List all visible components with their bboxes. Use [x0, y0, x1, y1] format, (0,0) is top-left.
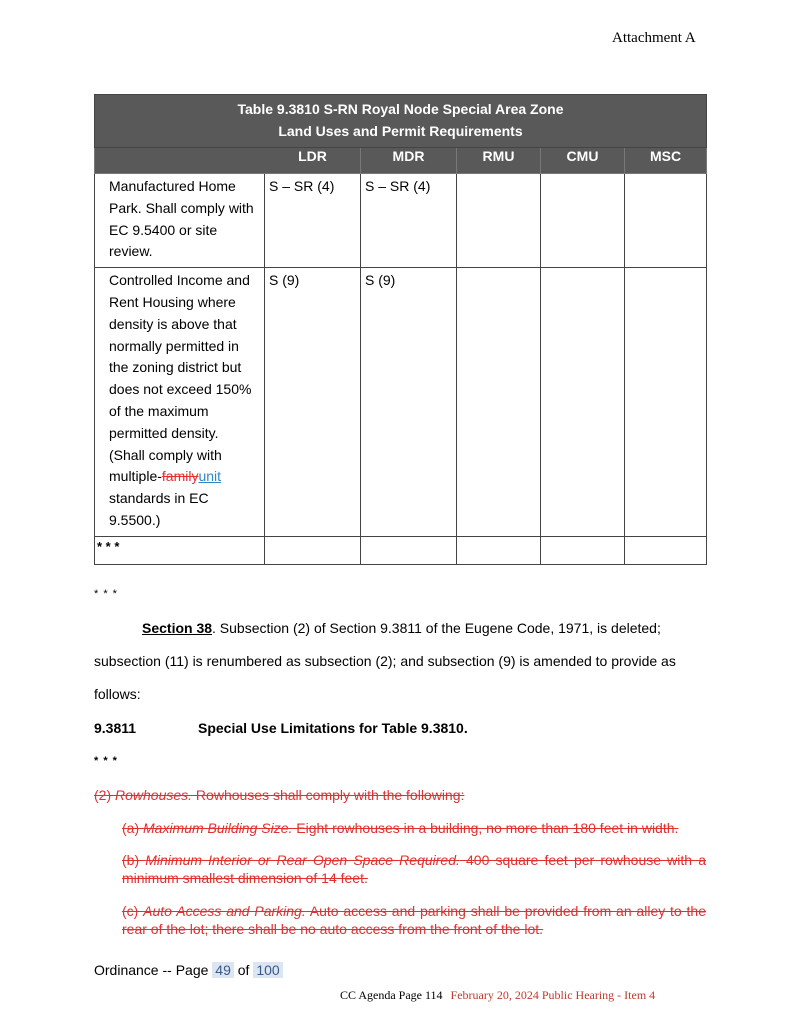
page-total: 100 — [253, 962, 282, 978]
section-heading — [94, 718, 706, 738]
deleted-number: (c) — [122, 903, 144, 919]
column-header-row — [95, 148, 707, 174]
rmu-cell — [457, 174, 541, 268]
inserted-text: unit — [198, 468, 222, 485]
section-38-line3: follows: — [94, 686, 141, 702]
agenda-page: CC Agenda Page 114 — [340, 988, 443, 1002]
cmu-cell — [541, 268, 625, 537]
page-footer — [94, 962, 283, 978]
column-header-cmu: CMU — [541, 148, 625, 174]
rmu-cell — [457, 268, 541, 537]
use-cell — [95, 268, 265, 537]
deleted-title: Minimum Interior or Rear Open Space Required. — [145, 852, 460, 868]
deleted-subsection-2 — [94, 785, 706, 805]
deleted-number: (a) — [122, 820, 143, 836]
section-number: 9.3811 — [94, 720, 137, 736]
column-header-rmu: RMU — [457, 148, 541, 174]
ldr-cell: S (9) — [265, 268, 361, 537]
table-row — [95, 174, 707, 268]
deleted-number: (b) — [122, 852, 146, 868]
deleted-subsection-c — [122, 902, 706, 938]
section-38-line2: subsection (11) is renumbered as subsection (2); and subsection (9) is amended to provide as — [94, 653, 676, 669]
deleted-text: Auto access and parking shall be provided from an alley to the rear of the lot; there shall be no auto access from the front of the lot. — [122, 903, 707, 937]
deleted-subsection-b — [122, 851, 706, 887]
deleted-title: Rowhouses. — [115, 787, 193, 803]
attachment-label: Attachment A — [612, 30, 696, 46]
page-number: 49 — [212, 962, 234, 978]
deleted-text: Eight rowhouses in a building, no more than 180 feet in width. — [292, 820, 679, 836]
msc-cell — [625, 268, 707, 537]
mdr-cell: S – SR (4) — [361, 174, 457, 268]
mdr-cell: S (9) — [361, 268, 457, 537]
footer-of: of — [233, 962, 254, 978]
use-text-end: standards in EC 9.5500.) — [109, 490, 209, 528]
column-header-msc: MSC — [625, 148, 707, 174]
msc-cell — [625, 174, 707, 268]
agenda-footer — [340, 988, 655, 1003]
deleted-title: Auto Access and Parking. — [143, 903, 306, 919]
table-row — [95, 268, 707, 537]
table-title-line1: Table 9.3810 S-RN Royal Node Special Area Zone — [237, 101, 564, 117]
use-text: Controlled Income and Rent Housing where density is above that normally permitted in the zoning district but does not exceed 150% of the maximum permitted density. (Shall comply with multiple- — [109, 272, 252, 485]
section-label: Section 38 — [142, 620, 213, 636]
section-text: . Subsection (2) of Section 9.3811 of the Eugene Code, 1971, is deleted; — [212, 620, 661, 636]
deleted-title: Maximum Building Size. — [143, 820, 293, 836]
deleted-text: family — [161, 468, 199, 485]
table-row — [95, 536, 707, 564]
deleted-subsection-a — [122, 818, 706, 838]
ldr-cell: S – SR (4) — [265, 174, 361, 268]
deleted-number: (2) — [94, 787, 115, 803]
table-title — [95, 95, 707, 148]
use-cell: Manufactured Home Park. Shall comply with EC 9.5400 or site review. — [95, 174, 265, 268]
land-use-table — [94, 94, 707, 565]
cmu-cell — [541, 174, 625, 268]
section-38-line1 — [94, 618, 706, 638]
table-title-line2: Land Uses and Permit Requirements — [278, 123, 523, 139]
column-header-mdr: MDR — [361, 148, 457, 174]
section-title: Special Use Limitations for Table 9.3810. — [198, 720, 468, 736]
column-header-ldr: LDR — [265, 148, 361, 174]
ellipsis-marker: * * * — [94, 755, 118, 767]
ellipsis-marker: * * * — [94, 588, 118, 600]
column-header-use — [95, 148, 265, 174]
deleted-text: Rowhouses shall comply with the following: — [192, 787, 465, 803]
deleted-text: 400 square feet per rowhouse with a minimum smallest dimension of 14 feet. — [122, 852, 706, 886]
ellipsis-cell: * * * — [95, 536, 265, 564]
footer-label: Ordinance -- Page — [94, 962, 213, 978]
hearing-label: February 20, 2024 Public Hearing - Item 4 — [450, 988, 656, 1002]
table-title-row — [95, 95, 707, 148]
